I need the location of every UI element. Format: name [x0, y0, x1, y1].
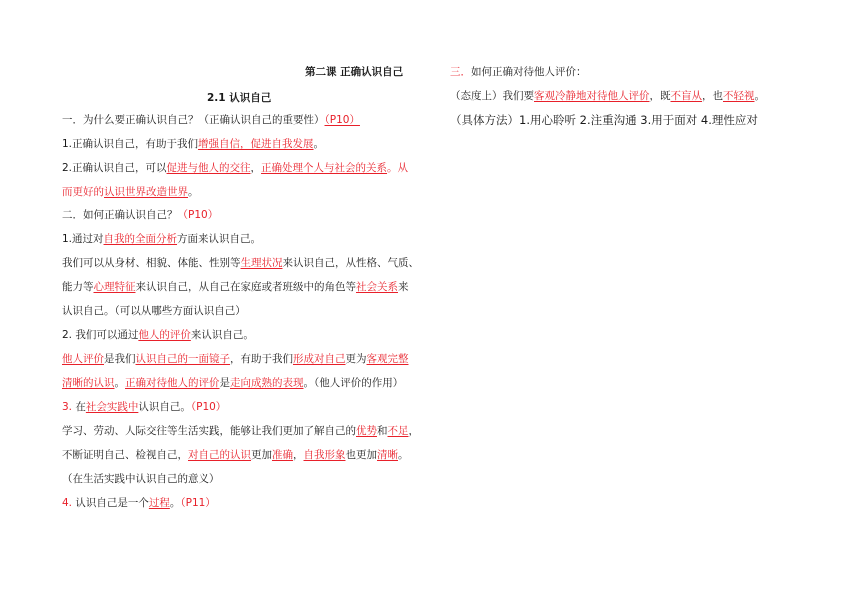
text-segment: 认识自己。 [138, 401, 191, 413]
text-line [62, 352, 409, 366]
text-segment: （在生活实践中认识自己的意义） [62, 473, 220, 485]
text-segment: 也更加 [345, 449, 377, 461]
underlined-keyword: 清晰 [377, 449, 398, 461]
text-segment: 是我们 [104, 353, 136, 365]
underlined-keyword: 客观冷静地对待他人评价 [534, 90, 650, 102]
text-segment: 来 [398, 281, 409, 293]
text-line [62, 208, 218, 222]
text-segment: ， [293, 449, 304, 461]
text-segment: 是 [219, 377, 230, 389]
underlined-keyword: 心理特征 [93, 281, 136, 293]
text-segment: （P10） [177, 209, 219, 221]
underlined-keyword: 不盲从 [670, 90, 702, 102]
text-segment: 。 [114, 377, 125, 389]
text-segment: 学习、劳动、人际交往等生活实践，能够让我们更加了解自己的 [62, 425, 356, 437]
underlined-keyword: 正确对待他人的评价 [125, 377, 220, 389]
text-line [450, 113, 758, 128]
text-segment: 3. [62, 401, 76, 413]
text-segment: 更为 [345, 353, 367, 365]
text-segment: 而更好的 [62, 186, 104, 198]
text-segment: 能力等 [62, 281, 94, 293]
text-segment: ， [408, 425, 419, 437]
text-segment: 方面来认识自己。 [177, 233, 262, 245]
underlined-keyword: 自我形象 [303, 449, 346, 461]
text-segment: 更加 [251, 449, 272, 461]
text-segment: 。从 [387, 162, 409, 174]
text-line [62, 185, 199, 199]
text-segment: 一．为什么要正确认识自己？（正确认识自己的重要性） [62, 114, 325, 126]
text-segment: 1.正确认识自己，有助于我们 [62, 138, 199, 150]
underlined-keyword: 对自己的认识 [188, 449, 251, 461]
text-segment: （态度上）我们要 [450, 90, 534, 102]
text-line [62, 496, 216, 510]
underlined-keyword: 不轻视 [723, 90, 755, 102]
underlined-keyword: 过程 [148, 497, 170, 509]
text-line [62, 280, 409, 294]
underlined-keyword: 增强自信，促进自我发展 [198, 138, 314, 150]
text-line [450, 65, 587, 79]
underlined-keyword: 社会关系 [356, 281, 398, 293]
text-segment: 在 [75, 401, 86, 413]
text-segment: 不断证明自己、检视自己， [62, 449, 188, 461]
underlined-keyword: 准确 [272, 449, 293, 461]
underlined-keyword: 清晰的认识 [62, 377, 115, 389]
text-segment: 认识自己是一个 [75, 497, 149, 509]
text-line [450, 89, 765, 103]
underlined-keyword: 形成对自己 [293, 353, 346, 365]
underlined-keyword: 走向成熟的表现 [230, 377, 304, 389]
underlined-keyword: 正确处理个人与社会的关系 [261, 162, 388, 174]
text-segment: 我们可以从身材、相貌、体能、性别等 [62, 257, 241, 269]
text-segment: ，也 [702, 90, 723, 102]
underlined-keyword: 促进与他人的交往 [166, 162, 251, 174]
text-line [62, 232, 261, 246]
text-segment: 和 [377, 425, 388, 437]
text-segment: （具体方法）1.用心聆听 2.注重沟通 3.用于面对 4.理性应对 [450, 113, 758, 127]
text-segment: 2. 我们可以通过 [62, 329, 139, 341]
text-segment: 如何正确对待他人评价： [471, 66, 587, 78]
text-segment: 2.正确认识自己，可以 [62, 162, 167, 174]
text-line [62, 376, 403, 390]
text-segment: 认识自己。（可以从哪些方面认识自己） [62, 305, 246, 317]
text-segment: ，有助于我们 [230, 353, 293, 365]
text-segment: 来认识自己，从自己在家庭或者班级中的角色等 [135, 281, 356, 293]
text-segment: ，既 [649, 90, 671, 102]
text-line [62, 472, 220, 486]
underlined-keyword: 认识自己的一面镜子 [135, 353, 230, 365]
underlined-keyword: 不足 [387, 425, 409, 437]
text-segment: 三． [450, 66, 471, 78]
text-segment: 来认识自己。 [190, 329, 254, 341]
text-line [62, 256, 419, 270]
text-segment: ， [250, 162, 262, 174]
text-segment: 。 [754, 90, 765, 102]
text-line [62, 400, 226, 414]
text-line [62, 328, 254, 342]
underlined-keyword: 他人的评价 [138, 329, 191, 341]
text-line [62, 304, 246, 318]
underlined-keyword: （P10） [324, 114, 360, 126]
underlined-keyword: 生理状况 [240, 257, 283, 269]
text-segment: （P11） [180, 497, 216, 509]
text-segment: 。 [398, 449, 409, 461]
text-segment: 二．如何正确认识自己？ [62, 209, 178, 221]
text-line [62, 137, 324, 151]
underlined-keyword: 社会实践中 [85, 401, 139, 413]
text-segment: 来认识自己，从性格、气质、 [282, 257, 419, 269]
text-segment: 。（他人评价的作用） [303, 377, 404, 389]
text-line [62, 424, 419, 438]
underlined-keyword: 认识世界改造世界 [104, 186, 188, 198]
text-line [62, 113, 360, 127]
underlined-keyword: 优势 [356, 425, 377, 437]
text-segment: 1.通过对 [62, 233, 104, 245]
text-segment: 。 [313, 138, 325, 150]
text-segment: 。 [188, 186, 199, 198]
text-line [62, 448, 409, 462]
lesson-title: 第二课 正确认识自己 [305, 66, 404, 78]
underlined-keyword: 自我的全面分析 [103, 233, 178, 245]
text-segment: 。 [169, 497, 181, 509]
underlined-keyword: 客观完整 [366, 353, 409, 365]
text-segment: （P10） [190, 401, 227, 413]
text-line [62, 161, 408, 175]
section-subtitle: 2.1 认识自己 [207, 92, 272, 104]
underlined-keyword: 他人评价 [62, 353, 104, 365]
text-segment: 4. [62, 497, 76, 509]
